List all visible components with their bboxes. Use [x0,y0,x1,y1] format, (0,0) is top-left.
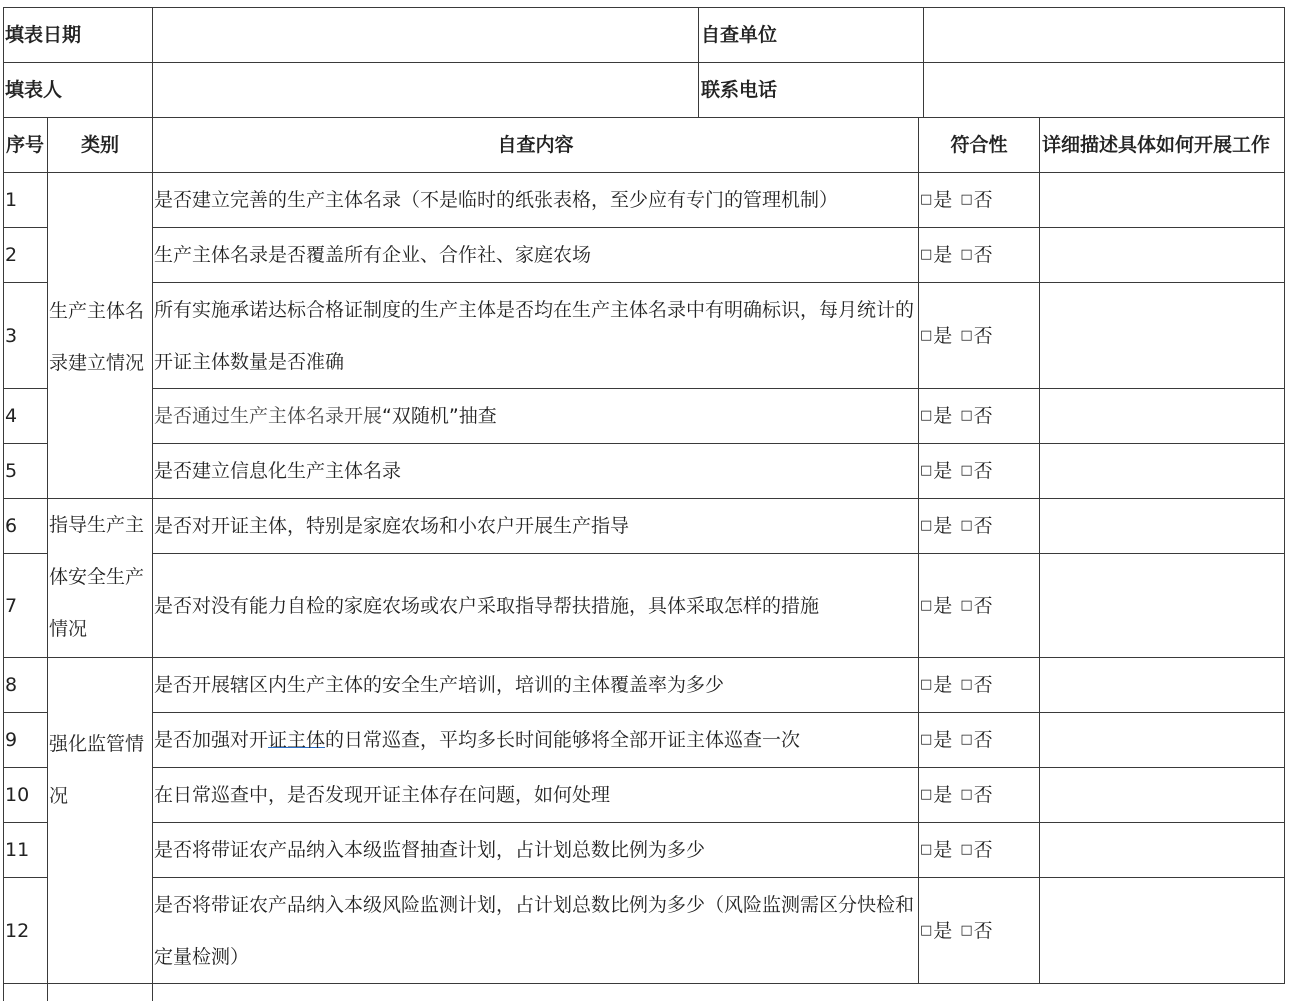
compliance-options [920,554,1038,657]
yes-label: 是 [933,674,953,696]
phone-label: 联系电话 [701,79,778,101]
row-content-part: 的日常巡查，平均多长时间能够将全部开证主体巡查一次 [325,729,801,751]
row-content: 是否开展辖区内生产主体的安全生产培训，培训的主体覆盖率为多少 [154,674,725,696]
row-content: 所有实施承诺达标合格证制度的生产主体是否均在生产主体名录中有明确标识，每月统计的开证主体数量是否准确 [154,298,915,373]
no-checkbox[interactable]: □ [960,922,973,938]
grid-line [1284,7,1285,983]
row-seq: 1 [5,189,18,211]
yes-label: 是 [933,405,953,427]
row-content-part: 证主体 [268,729,326,751]
yes-checkbox[interactable]: □ [920,787,933,802]
self-check-form [3,7,1285,1001]
yes-label: 是 [933,244,953,266]
no-label: 否 [973,594,993,617]
row-seq: 7 [5,594,18,617]
filler-field[interactable] [155,63,695,117]
fill-date-field[interactable] [155,8,695,62]
row-seq: 5 [5,460,18,482]
description-field[interactable] [1041,713,1284,767]
compliance-options [920,228,1038,282]
no-label: 否 [973,674,993,696]
row-content: 在日常巡查中，是否发现开证主体存在问题，如何处理 [154,784,611,806]
yes-label: 是 [933,594,953,617]
compliance-options [920,658,1038,712]
category-cell: 指导生产主体安全生产情况 [49,514,145,640]
row-content: 是否将带证农产品纳入本级风险监测计划，占计划总数比例为多少（风险监测需区分快检和定量检测） [154,893,915,968]
row-seq: 2 [5,244,18,266]
row-seq: 3 [5,324,18,347]
compliance-options [920,713,1038,767]
header-description: 详细描述具体如何开展工作 [1042,134,1271,156]
grid-line [1039,117,1040,983]
unit-label: 自查单位 [701,24,778,46]
yes-checkbox[interactable]: □ [920,463,933,478]
no-label: 否 [973,460,993,482]
no-checkbox[interactable]: □ [960,192,973,207]
yes-checkbox[interactable]: □ [920,922,933,938]
unit-field[interactable] [926,8,1282,62]
no-checkbox[interactable]: □ [960,732,973,747]
grid-line [3,983,1285,984]
phone-field[interactable] [926,63,1282,117]
row-content-part: 是否加强对开 [154,729,269,751]
description-field[interactable] [1041,499,1284,553]
yes-checkbox[interactable]: □ [920,597,933,613]
header-category: 类别 [80,134,119,156]
yes-checkbox[interactable]: □ [920,677,933,692]
yes-label: 是 [933,919,953,942]
no-label: 否 [973,324,993,347]
row-seq: 9 [5,729,18,751]
no-label: 否 [973,405,993,427]
description-field[interactable] [1041,554,1284,657]
yes-label: 是 [933,460,953,482]
description-field[interactable] [1041,283,1284,388]
grid-line [698,7,699,117]
category-cell: 生产主体名录建立情况 [49,300,145,374]
no-checkbox[interactable]: □ [960,787,973,802]
no-checkbox[interactable]: □ [960,842,973,857]
header-seq: 序号 [5,134,44,156]
compliance-options [920,389,1038,443]
row-content: 是否对没有能力自检的家庭农场或农户采取指导帮扶措施，具体采取怎样的措施 [154,594,820,617]
yes-label: 是 [933,839,953,861]
row-seq: 8 [5,674,18,696]
yes-checkbox[interactable]: □ [920,732,933,747]
yes-checkbox[interactable]: □ [920,408,933,423]
compliance-options [920,173,1038,227]
no-label: 否 [973,784,993,806]
compliance-options [920,878,1038,983]
grid-line [918,117,919,983]
yes-label: 是 [933,729,953,751]
fill-date-label: 填表日期 [5,24,82,46]
yes-label: 是 [933,189,953,211]
row-seq: 11 [5,839,30,861]
yes-label: 是 [933,515,953,537]
no-checkbox[interactable]: □ [960,408,973,423]
description-field[interactable] [1041,823,1284,877]
row-seq: 12 [5,919,30,942]
filler-label: 填表人 [5,79,63,101]
no-checkbox[interactable]: □ [960,518,973,533]
description-field[interactable] [1041,658,1284,712]
yes-label: 是 [933,324,953,347]
grid-line [47,117,48,1001]
yes-checkbox[interactable]: □ [920,192,933,207]
header-compliance: 符合性 [950,134,1008,156]
category-cell: 强化监管情况 [49,733,145,807]
row-content-part: “双随机”抽查 [382,405,497,427]
row-seq: 6 [5,515,18,537]
yes-checkbox[interactable]: □ [920,247,933,262]
row-content [154,389,917,443]
row-seq: 10 [5,784,30,806]
row-content: 是否建立信息化生产主体名录 [154,460,402,482]
row-content [154,713,917,767]
no-label: 否 [973,839,993,861]
no-label: 否 [973,729,993,751]
no-checkbox[interactable]: □ [960,677,973,692]
no-label: 否 [973,189,993,211]
row-content: 生产主体名录是否覆盖所有企业、合作社、家庭农场 [154,244,592,266]
compliance-options [920,823,1038,877]
row-content: 是否建立完善的生产主体名录（不是临时的纸张表格，至少应有专门的管理机制） [154,189,839,211]
header-content: 自查内容 [497,134,574,156]
no-checkbox[interactable]: □ [960,327,973,343]
description-field[interactable] [1041,173,1284,227]
row-content-part: 是否通过生产主体名录开展 [154,405,383,427]
no-label: 否 [973,515,993,537]
no-label: 否 [973,919,993,942]
yes-checkbox[interactable]: □ [920,842,933,857]
compliance-options [920,499,1038,553]
no-checkbox[interactable]: □ [960,597,973,613]
description-field[interactable] [1041,228,1284,282]
yes-checkbox[interactable]: □ [920,327,933,343]
compliance-options [920,283,1038,388]
compliance-options [920,768,1038,822]
description-field[interactable] [1041,768,1284,822]
no-label: 否 [973,244,993,266]
row-content: 是否将带证农产品纳入本级监督抽查计划，占计划总数比例为多少 [154,839,706,861]
row-seq: 4 [5,405,18,427]
yes-label: 是 [933,784,953,806]
row-content: 是否对开证主体，特别是家庭农场和小农户开展生产指导 [154,515,630,537]
description-field[interactable] [1041,444,1284,498]
no-checkbox[interactable]: □ [960,463,973,478]
description-field[interactable] [1041,878,1284,983]
grid-line [923,7,924,117]
description-field[interactable] [1041,389,1284,443]
yes-checkbox[interactable]: □ [920,518,933,533]
no-checkbox[interactable]: □ [960,247,973,262]
compliance-options [920,444,1038,498]
